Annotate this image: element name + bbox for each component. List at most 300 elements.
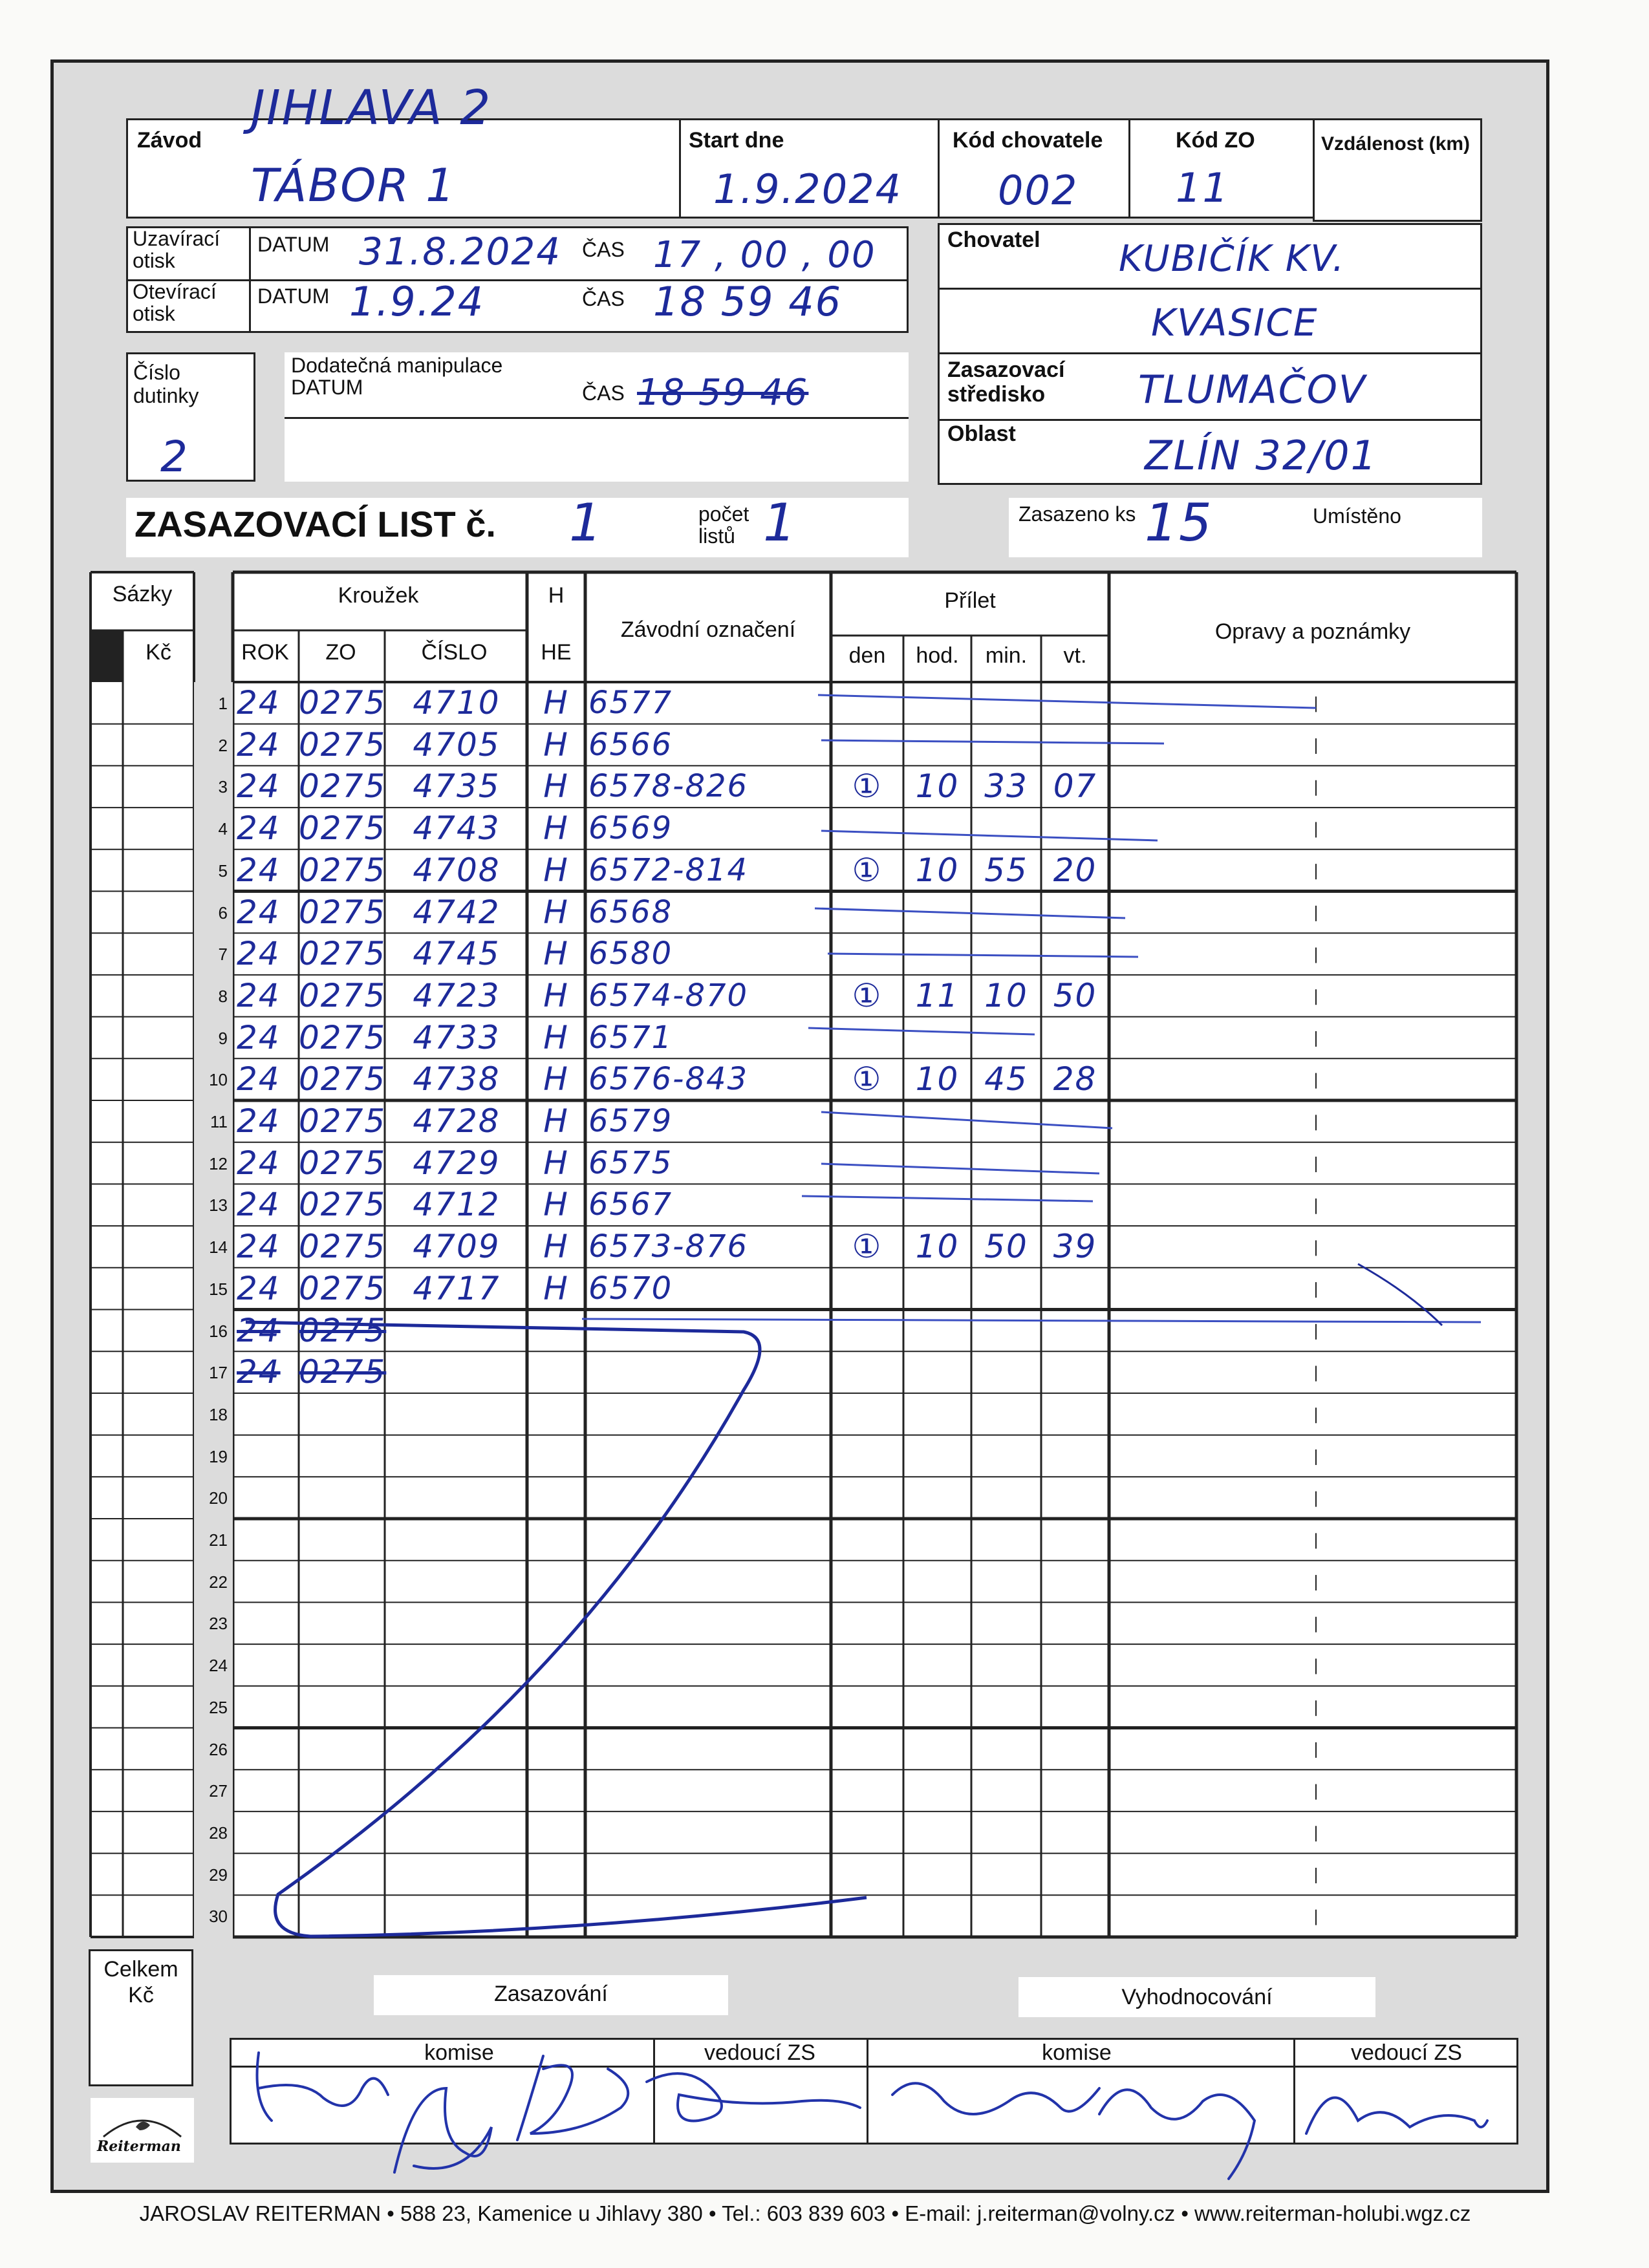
cell-cislo: 4709 bbox=[413, 1228, 501, 1266]
cell-den: ① bbox=[852, 1060, 883, 1098]
cell-min bbox=[971, 1519, 1041, 1561]
zavod-label: Závod bbox=[137, 128, 202, 153]
cell-hod bbox=[903, 1351, 971, 1393]
cell-rok bbox=[237, 1854, 298, 1896]
cell-zo bbox=[299, 1435, 385, 1477]
table-row bbox=[0, 1017, 1649, 1059]
cell-zavodni: 6574-870 bbox=[588, 977, 749, 1014]
cell-zo: 0275 bbox=[299, 809, 387, 848]
table-row bbox=[0, 808, 1649, 850]
cell-rok bbox=[237, 1477, 298, 1519]
cell-den bbox=[831, 1100, 903, 1142]
cell-vt bbox=[1041, 1393, 1109, 1435]
cell-vt: 28 bbox=[1053, 1060, 1097, 1098]
cell-min: 55 bbox=[984, 851, 1028, 889]
cell-den: ① bbox=[852, 767, 883, 806]
cell-he: H bbox=[543, 851, 569, 889]
cell-min bbox=[971, 1393, 1041, 1435]
cell-vt bbox=[1041, 1268, 1109, 1310]
table-row bbox=[0, 1310, 1649, 1352]
cell-zavodni bbox=[588, 1435, 834, 1477]
uzaviraci-label: Uzavírací otisk bbox=[133, 227, 221, 272]
row-number: 15 bbox=[209, 1279, 228, 1299]
pocet-value: 1 bbox=[763, 493, 797, 553]
cell-den bbox=[831, 1854, 903, 1896]
cell-den bbox=[831, 1477, 903, 1519]
cell-he bbox=[527, 1895, 585, 1937]
cell-zo bbox=[299, 1770, 385, 1812]
cell-he bbox=[527, 1602, 585, 1644]
cell-hod: 10 bbox=[915, 1228, 960, 1266]
cell-den bbox=[831, 1812, 903, 1854]
cell-he bbox=[527, 1728, 585, 1770]
cell-vt bbox=[1041, 933, 1109, 975]
cell-he: H bbox=[543, 1269, 569, 1307]
cell-hod bbox=[903, 682, 971, 724]
cell-he: H bbox=[543, 1186, 569, 1224]
cell-den: ① bbox=[852, 1228, 883, 1266]
cell-zavodni: 6576-843 bbox=[588, 1061, 749, 1098]
cell-cislo bbox=[388, 1393, 525, 1435]
table-row bbox=[0, 1435, 1649, 1477]
list-number: 1 bbox=[569, 493, 603, 553]
cell-cislo: 4705 bbox=[413, 725, 501, 764]
cell-zavodni bbox=[588, 1854, 834, 1896]
cell-vt bbox=[1041, 1602, 1109, 1644]
cell-cislo: 4712 bbox=[413, 1186, 501, 1224]
cell-vt: 07 bbox=[1053, 767, 1097, 806]
opravy-header: Opravy a poznámky bbox=[1214, 619, 1411, 644]
zavod-value-2: TÁBOR 1 bbox=[251, 159, 456, 212]
cell-zo: 0275 bbox=[299, 893, 387, 931]
cell-zavodni bbox=[588, 1519, 834, 1561]
cell-min bbox=[971, 1686, 1041, 1728]
h-header: H bbox=[548, 583, 565, 608]
row-number: 6 bbox=[218, 903, 228, 923]
cell-hod bbox=[903, 1895, 971, 1937]
cell-rok bbox=[237, 1686, 298, 1728]
cell-he: H bbox=[543, 1228, 569, 1266]
cell-rok: 24 bbox=[237, 1060, 281, 1098]
cell-rok bbox=[237, 1895, 298, 1937]
cell-min bbox=[971, 1644, 1041, 1686]
table-row bbox=[0, 1268, 1649, 1310]
celkem-box bbox=[89, 1949, 193, 2086]
cell-cislo bbox=[388, 1435, 525, 1477]
cell-hod bbox=[903, 1142, 971, 1184]
zavod-value-1: JIHLAVA 2 bbox=[251, 80, 492, 136]
cell-vt bbox=[1041, 808, 1109, 850]
cell-hod bbox=[903, 1561, 971, 1603]
cell-zavodni: 6575 bbox=[588, 1144, 673, 1181]
cell-min: 50 bbox=[984, 1228, 1028, 1266]
table-row bbox=[0, 1812, 1649, 1854]
cell-rok: 24 bbox=[237, 767, 281, 806]
cell-he: H bbox=[543, 1102, 569, 1140]
cell-vt bbox=[1041, 1644, 1109, 1686]
zo-header: ZO bbox=[325, 640, 356, 665]
cell-hod: 11 bbox=[915, 976, 960, 1014]
cell-he bbox=[527, 1686, 585, 1728]
row-number: 8 bbox=[218, 986, 228, 1006]
cell-rok: 24 bbox=[237, 1018, 281, 1056]
cell-hod bbox=[903, 724, 971, 766]
cell-cislo: 4738 bbox=[413, 1060, 501, 1098]
komise-label-2: komise bbox=[1042, 2040, 1112, 2065]
cell-den bbox=[831, 1686, 903, 1728]
cell-hod bbox=[903, 1310, 971, 1352]
cell-hod bbox=[903, 1686, 971, 1728]
cell-hod bbox=[903, 1393, 971, 1435]
row-number: 18 bbox=[209, 1404, 228, 1424]
imprint: JAROSLAV REITERMAN • 588 23, Kamenice u Jihlavy 380 • Tel.: 603 839 603 • E-mail: j.reiterman@volny.cz • www.reiterman-holubi.wgz.cz bbox=[139, 2201, 1471, 2225]
row-number: 24 bbox=[209, 1656, 228, 1676]
cell-zavodni: 6579 bbox=[588, 1103, 673, 1139]
cell-zo: 0275 bbox=[299, 1102, 387, 1140]
cell-zo: 0275 bbox=[299, 1144, 387, 1182]
cell-vt bbox=[1041, 1728, 1109, 1770]
vedouci-label-1: vedoucí ZS bbox=[704, 2040, 815, 2065]
row-number: 16 bbox=[209, 1321, 228, 1341]
cell-min bbox=[971, 1895, 1041, 1937]
table-row bbox=[0, 1477, 1649, 1519]
cell-rok bbox=[237, 1728, 298, 1770]
cell-min bbox=[971, 724, 1041, 766]
cell-min bbox=[971, 1100, 1041, 1142]
he-header: HE bbox=[541, 640, 572, 665]
cell-zavodni: 6572-814 bbox=[588, 851, 749, 888]
cell-hod: 10 bbox=[915, 767, 960, 806]
reiterman-logo bbox=[91, 2098, 194, 2163]
cell-cislo bbox=[388, 1895, 525, 1937]
cell-he: H bbox=[543, 684, 569, 722]
vyhodnocovani-label: Vyhodnocování bbox=[1121, 1985, 1273, 2009]
cell-rok: 24 bbox=[237, 1102, 281, 1140]
cell-he: H bbox=[543, 725, 569, 764]
cell-cislo: 4733 bbox=[413, 1018, 501, 1056]
cell-cislo: 4710 bbox=[413, 684, 501, 722]
cell-min bbox=[971, 808, 1041, 850]
row-number: 30 bbox=[209, 1907, 228, 1927]
cell-min bbox=[971, 1184, 1041, 1226]
table-row bbox=[0, 1226, 1649, 1268]
cell-zavodni bbox=[588, 1477, 834, 1519]
list-title: ZASAZOVACÍ LIST č. bbox=[135, 504, 496, 544]
cell-rok: 24 bbox=[237, 935, 281, 973]
cell-hod bbox=[903, 1477, 971, 1519]
cell-den bbox=[831, 933, 903, 975]
cell-zavodni bbox=[588, 1812, 834, 1854]
cell-he bbox=[527, 1812, 585, 1854]
cell-cislo bbox=[388, 1728, 525, 1770]
cell-vt bbox=[1041, 1184, 1109, 1226]
cell-vt bbox=[1041, 1770, 1109, 1812]
row-number: 28 bbox=[209, 1823, 228, 1843]
oblast-label: Oblast bbox=[947, 422, 1016, 446]
cell-zo: 0275 bbox=[299, 1353, 387, 1391]
cell-rok: 24 bbox=[237, 1269, 281, 1307]
table-row bbox=[0, 682, 1649, 724]
table-row bbox=[0, 1770, 1649, 1812]
cell-zo bbox=[299, 1602, 385, 1644]
cell-he bbox=[527, 1644, 585, 1686]
cell-vt: 39 bbox=[1053, 1228, 1097, 1266]
cell-min bbox=[971, 1142, 1041, 1184]
cell-hod bbox=[903, 1519, 971, 1561]
cell-den bbox=[831, 1268, 903, 1310]
cell-den bbox=[831, 1895, 903, 1937]
cell-zavodni bbox=[588, 1602, 834, 1644]
cell-rok: 24 bbox=[237, 1311, 281, 1349]
krouzek-header: Kroužek bbox=[338, 583, 419, 608]
cell-zavodni: 6569 bbox=[588, 810, 673, 847]
den-header: den bbox=[848, 643, 886, 668]
cell-den bbox=[831, 1184, 903, 1226]
table-row bbox=[0, 1895, 1649, 1937]
cell-den bbox=[831, 1017, 903, 1059]
cell-den bbox=[831, 1310, 903, 1352]
umisteno-label: Umístěno bbox=[1313, 504, 1401, 528]
cell-he: H bbox=[543, 1144, 569, 1182]
cell-hod bbox=[903, 1017, 971, 1059]
cell-cislo: 4729 bbox=[413, 1144, 501, 1182]
table-row bbox=[0, 1393, 1649, 1435]
cell-rok: 24 bbox=[237, 976, 281, 1014]
prilet-header: Přílet bbox=[944, 588, 996, 613]
table-row bbox=[0, 1058, 1649, 1100]
cell-hod bbox=[903, 1728, 971, 1770]
cell-den bbox=[831, 724, 903, 766]
cell-zo bbox=[299, 1728, 385, 1770]
logo-text: Reiterman bbox=[97, 2138, 181, 2155]
cell-zo bbox=[299, 1812, 385, 1854]
row-number: 25 bbox=[209, 1697, 228, 1717]
cell-he: H bbox=[543, 809, 569, 848]
cell-min bbox=[971, 682, 1041, 724]
cell-vt bbox=[1041, 1519, 1109, 1561]
cell-hod bbox=[903, 892, 971, 934]
start-label: Start dne bbox=[689, 128, 784, 153]
cell-rok: 24 bbox=[237, 1144, 281, 1182]
vzdalenost-label: Vzdálenost (km) bbox=[1321, 133, 1471, 155]
datum-label-1: DATUM bbox=[257, 233, 330, 256]
row-number: 9 bbox=[218, 1028, 228, 1048]
cell-hod bbox=[903, 1100, 971, 1142]
cell-den bbox=[831, 1561, 903, 1603]
cell-rok bbox=[237, 1644, 298, 1686]
cell-zavodni: 6577 bbox=[588, 685, 673, 721]
row-number: 13 bbox=[209, 1195, 228, 1215]
cell-he: H bbox=[543, 1018, 569, 1056]
cell-rok bbox=[237, 1435, 298, 1477]
cell-cislo bbox=[388, 1686, 525, 1728]
cell-min bbox=[971, 1812, 1041, 1854]
komise-label-1: komise bbox=[424, 2040, 494, 2065]
cell-den bbox=[831, 1602, 903, 1644]
cell-cislo: 4708 bbox=[413, 851, 501, 889]
table-row bbox=[0, 724, 1649, 766]
cell-cislo bbox=[388, 1812, 525, 1854]
cell-vt bbox=[1041, 1435, 1109, 1477]
cell-min: 10 bbox=[984, 976, 1028, 1014]
cell-zavodni bbox=[588, 1310, 834, 1352]
cell-zo: 0275 bbox=[299, 1018, 387, 1056]
cell-he bbox=[527, 1310, 585, 1352]
cell-he bbox=[527, 1351, 585, 1393]
table-row bbox=[0, 1854, 1649, 1896]
zavodni-header: Závodní označení bbox=[620, 617, 796, 642]
cell-zo: 0275 bbox=[299, 1269, 387, 1307]
cell-zo: 0275 bbox=[299, 935, 387, 973]
cell-zo bbox=[299, 1854, 385, 1896]
cas-label-2: ČAS bbox=[582, 287, 625, 310]
cell-hod bbox=[903, 1644, 971, 1686]
chovatel-name: KUBIČÍK KV. bbox=[1119, 238, 1346, 280]
cell-zavodni bbox=[588, 1561, 834, 1603]
cell-cislo bbox=[388, 1310, 525, 1352]
cell-zavodni: 6570 bbox=[588, 1270, 673, 1307]
row-number: 29 bbox=[209, 1865, 228, 1885]
cell-hod bbox=[903, 1268, 971, 1310]
row-number: 2 bbox=[218, 735, 228, 755]
cell-zavodni: 6573-876 bbox=[588, 1228, 749, 1265]
oteviraci-datum: 1.9.24 bbox=[349, 278, 485, 325]
dutinky-value: 2 bbox=[160, 432, 189, 482]
hod-header: hod. bbox=[916, 643, 959, 668]
cell-cislo bbox=[388, 1644, 525, 1686]
cell-vt bbox=[1041, 1100, 1109, 1142]
cell-den bbox=[831, 892, 903, 934]
cell-hod bbox=[903, 933, 971, 975]
cell-zo: 0275 bbox=[299, 767, 387, 806]
cell-min: 45 bbox=[984, 1060, 1028, 1098]
cell-hod bbox=[903, 1602, 971, 1644]
cell-min bbox=[971, 1351, 1041, 1393]
row-number: 12 bbox=[209, 1153, 228, 1173]
cell-zo bbox=[299, 1686, 385, 1728]
cell-rok bbox=[237, 1393, 298, 1435]
cell-zavodni bbox=[588, 1728, 834, 1770]
cell-vt bbox=[1041, 1351, 1109, 1393]
cell-vt: 20 bbox=[1053, 851, 1097, 889]
cislo-header: ČÍSLO bbox=[421, 640, 488, 665]
cell-vt bbox=[1041, 724, 1109, 766]
cell-zavodni: 6571 bbox=[588, 1019, 673, 1056]
cell-vt bbox=[1041, 1812, 1109, 1854]
cell-min bbox=[971, 1602, 1041, 1644]
cell-vt bbox=[1041, 1854, 1109, 1896]
row-number: 5 bbox=[218, 861, 228, 881]
cell-den: ① bbox=[852, 976, 883, 1014]
manipulace-cas-label: ČAS bbox=[582, 381, 625, 405]
cell-den bbox=[831, 1142, 903, 1184]
cell-zo bbox=[299, 1519, 385, 1561]
zasazeno-value: 15 bbox=[1145, 493, 1213, 553]
cell-vt bbox=[1041, 1686, 1109, 1728]
cell-cislo: 4735 bbox=[413, 767, 501, 806]
cell-min bbox=[971, 1310, 1041, 1352]
oteviraci-cas: 18 59 46 bbox=[653, 278, 843, 325]
kod-chovatele-label: Kód chovatele bbox=[953, 128, 1103, 153]
cell-zo: 0275 bbox=[299, 976, 387, 1014]
cell-vt bbox=[1041, 892, 1109, 934]
cell-min bbox=[971, 1268, 1041, 1310]
zasazeno-label: Zasazeno ks bbox=[1018, 502, 1136, 526]
cell-hod bbox=[903, 1770, 971, 1812]
sazky-header: Sázky bbox=[112, 582, 173, 606]
cell-hod bbox=[903, 1812, 971, 1854]
cell-zo: 0275 bbox=[299, 1186, 387, 1224]
start-value: 1.9.2024 bbox=[713, 166, 903, 213]
cell-vt bbox=[1041, 1477, 1109, 1519]
cell-den bbox=[831, 808, 903, 850]
cell-zavodni bbox=[588, 1351, 834, 1393]
cell-zo: 0275 bbox=[299, 1311, 387, 1349]
cell-zo bbox=[299, 1393, 385, 1435]
uzaviraci-cas: 17 , 00 , 00 bbox=[653, 234, 876, 276]
row-number: 19 bbox=[209, 1446, 228, 1466]
cell-min bbox=[971, 1561, 1041, 1603]
oblast-value: ZLÍN 32/01 bbox=[1145, 432, 1378, 479]
cell-he: H bbox=[543, 935, 569, 973]
cell-vt bbox=[1041, 1561, 1109, 1603]
cell-cislo: 4717 bbox=[413, 1269, 501, 1307]
cell-he: H bbox=[543, 976, 569, 1014]
cell-rok: 24 bbox=[237, 684, 281, 722]
cell-zavodni: 6566 bbox=[588, 726, 673, 763]
oteviraci-label: Otevírací otisk bbox=[133, 280, 217, 325]
cell-den bbox=[831, 1728, 903, 1770]
table-row bbox=[0, 1686, 1649, 1728]
cell-cislo: 4742 bbox=[413, 893, 501, 931]
vt-header: vt. bbox=[1063, 643, 1087, 668]
cell-den bbox=[831, 1770, 903, 1812]
cell-he: H bbox=[543, 1060, 569, 1098]
cell-he: H bbox=[543, 893, 569, 931]
cell-hod: 10 bbox=[915, 1060, 960, 1098]
cell-he bbox=[527, 1477, 585, 1519]
chovatel-place: KVASICE bbox=[1151, 301, 1319, 345]
table-row bbox=[0, 765, 1649, 808]
cell-den bbox=[831, 1644, 903, 1686]
cell-zavodni: 6567 bbox=[588, 1186, 673, 1223]
cell-den bbox=[831, 1435, 903, 1477]
manipulace-cas-crossed: 18 59 46 bbox=[637, 372, 809, 414]
cell-cislo bbox=[388, 1561, 525, 1603]
cell-den bbox=[831, 1351, 903, 1393]
datum-label-2: DATUM bbox=[257, 284, 330, 308]
stredisko-label: Zasazovací středisko bbox=[947, 358, 1065, 407]
row-number: 4 bbox=[218, 819, 228, 839]
cell-he bbox=[527, 1435, 585, 1477]
cell-he bbox=[527, 1854, 585, 1896]
cell-rok: 24 bbox=[237, 851, 281, 889]
cas-label-1: ČAS bbox=[582, 238, 625, 261]
cell-cislo: 4728 bbox=[413, 1102, 501, 1140]
chovatel-label: Chovatel bbox=[947, 228, 1040, 252]
cell-cislo: 4745 bbox=[413, 935, 501, 973]
cell-zavodni bbox=[588, 1644, 834, 1686]
cell-zavodni: 6578-826 bbox=[588, 768, 749, 805]
cell-rok: 24 bbox=[237, 893, 281, 931]
cell-rok bbox=[237, 1561, 298, 1603]
row-number: 10 bbox=[209, 1070, 228, 1090]
table-row bbox=[0, 1561, 1649, 1603]
cell-cislo bbox=[388, 1854, 525, 1896]
table-row bbox=[0, 1100, 1649, 1142]
table-row bbox=[0, 1644, 1649, 1686]
cell-den bbox=[831, 1519, 903, 1561]
